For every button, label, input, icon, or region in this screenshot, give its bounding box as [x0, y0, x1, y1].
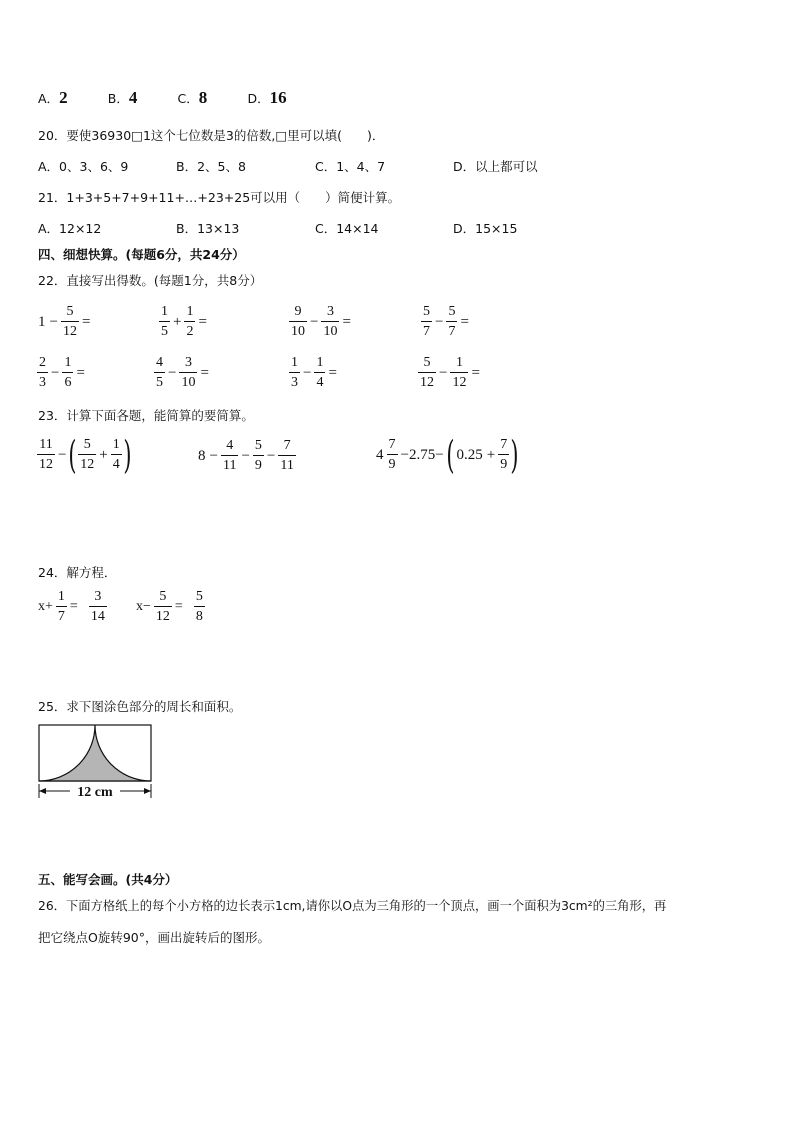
- section5-title: 五、能写会画。(共4分）: [38, 872, 178, 887]
- q23-e2-op2: −: [241, 447, 250, 464]
- q22-item-4: [420, 305, 471, 339]
- q20-option-d: D．以上都可以: [453, 159, 538, 174]
- q23-e3-n2: 7: [498, 438, 509, 455]
- q22-item-8-b-den: 12: [452, 375, 467, 390]
- q22-item-7-a-num: 1: [289, 356, 300, 373]
- q22-item-2-eq: =: [198, 313, 207, 330]
- q21-option-b: B．13×13: [176, 221, 240, 236]
- q23-e3-d2: 9: [500, 457, 508, 472]
- q22-item-1: [36, 305, 92, 339]
- q19-options: [38, 88, 287, 108]
- q22-item-4-frac-b: [446, 305, 457, 339]
- q24-eq1-n1: 1: [56, 590, 67, 607]
- q22-item-7-b-num: 1: [314, 356, 325, 373]
- q22-item-2-a-den: 5: [161, 324, 168, 339]
- q25-stem: 25．求下图涂色部分的周长和面积。: [38, 699, 242, 714]
- q23-e1-d3: 4: [112, 457, 120, 472]
- q23-e3-n1: 7: [387, 438, 398, 455]
- q23-e2-op1: −: [209, 447, 218, 464]
- q23-e3-frac-2: [498, 438, 509, 472]
- q24-equation-1: [36, 590, 108, 624]
- q22-item-3-a-num: 9: [289, 305, 307, 322]
- q20-stem: 20．要使36930□1这个七位数是3的倍数,□里可以填( )．: [38, 128, 385, 143]
- q22-item-1-a: 1: [38, 313, 46, 330]
- q24-eq1-var: x+: [38, 599, 53, 614]
- q22-item-2-op: +: [173, 313, 182, 330]
- q24-eq1-d2: 14: [90, 609, 105, 624]
- q22-item-7-eq: =: [328, 364, 337, 381]
- q23-e2-n3: 7: [278, 439, 295, 456]
- q22-item-6-b-den: 10: [181, 375, 196, 390]
- q23-e1-frac-1: [37, 438, 55, 472]
- q23-e2-d2: 9: [254, 458, 262, 473]
- q22-item-7-frac-a: [289, 356, 300, 390]
- q22-item-7-b-den: 4: [316, 375, 324, 390]
- q20-option-a: A．0、3、6、9: [38, 159, 129, 174]
- q23-e2-op3: −: [266, 447, 276, 464]
- q22-item-3-a-den: 10: [291, 324, 305, 339]
- q23-e2-d1: 11: [222, 458, 237, 473]
- q24-equation-2: [134, 590, 206, 624]
- q22-item-7-a-den: 3: [291, 375, 298, 390]
- q23-e3-right-paren: ): [510, 433, 519, 477]
- q21-option-d: D．15×15: [453, 221, 518, 236]
- q23-e1-frac-2: [78, 438, 96, 472]
- q23-e2-a: 8: [198, 447, 206, 464]
- section4-title: 四、细想快算。(每题6分，共24分）: [38, 247, 245, 262]
- q22-item-1-den: 12: [62, 324, 77, 339]
- q19-option-a-value: 2: [59, 88, 68, 107]
- q22-item-7-op: −: [303, 364, 312, 381]
- q22-item-8-op: −: [439, 364, 448, 381]
- q24-eq1-d1: 7: [57, 609, 65, 624]
- q22-item-6: [153, 356, 211, 390]
- q23-e2-frac-3: [278, 439, 295, 473]
- q22-item-3: [288, 305, 353, 339]
- q25-arrow-right-icon: [144, 788, 151, 794]
- q23-e1-d1: 12: [39, 457, 53, 472]
- q22-item-1-frac: [61, 305, 79, 339]
- q24-eq2-var: x−: [136, 599, 151, 614]
- q22-item-7-frac-b: [314, 356, 325, 390]
- q22-item-7: [288, 356, 339, 390]
- q20-option-c: C．1、4、7: [315, 159, 386, 174]
- q24-eq2-d2: 8: [195, 609, 203, 624]
- q24-stem: 24．解方程．: [38, 565, 117, 580]
- q23-e1-n1: 11: [37, 438, 55, 455]
- q22-item-4-a-num: 5: [421, 305, 432, 322]
- q23-e2-frac-2: [253, 439, 264, 473]
- q21-option-a: A．12×12: [38, 221, 102, 236]
- q22-item-5-a-den: 3: [39, 375, 46, 390]
- q24-eq2-frac-1: [154, 590, 172, 624]
- q25-shaded-region: [39, 725, 151, 781]
- q22-item-4-b-num: 5: [446, 305, 457, 322]
- q19-option-c-value: 8: [198, 88, 208, 107]
- q25-arrow-left-icon: [39, 788, 46, 794]
- q23-e2-n1: 4: [221, 439, 238, 456]
- q22-stem: 22．直接写出得数。(每题1分，共8分）: [38, 273, 263, 288]
- q23-e2-d3: 11: [280, 458, 294, 473]
- q25-figure: [36, 722, 156, 802]
- q24-eq2-frac-2: [194, 590, 205, 624]
- q23-e1-right-paren: ): [123, 433, 132, 477]
- q26-line-1: 26．下面方格纸上的每个小方格的边长表示1cm,请你以O点为三角形的一个顶点，画一个面积为3cm²的三角形，再: [38, 899, 667, 913]
- q22-item-8: [417, 356, 482, 390]
- q22-item-4-op: −: [435, 313, 444, 330]
- q22-item-3-b-num: 3: [321, 305, 339, 322]
- q23-e3-whole: 4: [376, 446, 384, 463]
- q26-line-2: 把它绕点O旋转90°，画出旋转后的图形。: [38, 930, 270, 945]
- q22-item-1-eq: =: [81, 313, 91, 330]
- q22-item-4-a-den: 7: [423, 324, 430, 339]
- q22-item-2-a-num: 1: [159, 305, 170, 322]
- q19-option-d-value: 16: [269, 88, 287, 107]
- q19-option-a-label: A．: [38, 91, 60, 106]
- q22-item-4-frac-a: [421, 305, 432, 339]
- q23-e2-frac-1: [221, 439, 238, 473]
- q19-option-b-label: B．: [107, 91, 129, 106]
- q23-e1-d2: 12: [80, 457, 95, 472]
- q22-item-3-frac-b: [321, 305, 339, 339]
- q22-item-3-eq: =: [342, 313, 351, 330]
- q22-item-2-frac-a: [159, 305, 170, 339]
- q22-item-5-b-den: 6: [64, 375, 72, 390]
- q23-e3-mid: −2.75−: [400, 446, 444, 463]
- q23-stem: 23．计算下面各题，能简算的要简算。: [38, 408, 254, 423]
- q21-stem: 21．1+3+5+7+9+11+…+23+25可以用（ ）简便计算。: [38, 190, 401, 205]
- q22-item-5-op: −: [51, 364, 60, 381]
- q22-item-1-num: 5: [61, 305, 79, 322]
- q22-item-8-b-num: 1: [450, 356, 468, 373]
- q22-item-2: [158, 305, 209, 339]
- q22-item-4-b-den: 7: [448, 324, 456, 339]
- q24-eq1-n2: 3: [89, 590, 107, 607]
- q22-item-5-frac-b: [62, 356, 73, 390]
- q23-e1-op1: −: [58, 446, 67, 463]
- q22-item-3-op: −: [310, 313, 319, 330]
- q23-e3-dec: 0.25: [456, 446, 483, 463]
- q24-eq1-frac-2: [89, 590, 107, 624]
- q23-e3-left-paren: (: [446, 433, 455, 477]
- q22-item-8-a-num: 5: [418, 356, 436, 373]
- q24-eq2-d1: 12: [155, 609, 170, 624]
- q22-item-8-eq: =: [471, 364, 480, 381]
- q23-e3-d1: 9: [388, 457, 396, 472]
- q22-item-6-op: −: [168, 364, 177, 381]
- q22-item-2-b-num: 1: [184, 305, 195, 322]
- q22-item-6-b-num: 3: [179, 356, 197, 373]
- q23-expression-3: [374, 433, 519, 477]
- q22-item-5-frac-a: [37, 356, 48, 390]
- q22-item-3-frac-a: [289, 305, 307, 339]
- q22-item-8-frac-a: [418, 356, 436, 390]
- q22-item-5-a-num: 2: [37, 356, 48, 373]
- q25-dimension-label: 12 cm: [77, 785, 113, 800]
- q24-eq2-eq: =: [174, 599, 183, 614]
- q23-expression-1: [36, 433, 132, 477]
- q23-e3-frac-1: [387, 438, 398, 472]
- q24-eq1-eq: =: [69, 599, 78, 614]
- q22-item-8-a-den: 12: [420, 375, 434, 390]
- q23-e2-n2: 5: [253, 439, 264, 456]
- q23-e1-op2: +: [99, 446, 108, 463]
- q22-item-3-b-den: 10: [323, 324, 338, 339]
- q23-e1-n2: 5: [78, 438, 96, 455]
- q22-item-6-frac-b: [179, 356, 197, 390]
- q22-item-6-a-num: 4: [154, 356, 165, 373]
- q24-eq2-n2: 5: [194, 590, 205, 607]
- q23-e1-n3: 1: [111, 438, 122, 455]
- q22-item-6-eq: =: [200, 364, 209, 381]
- q24-eq2-n1: 5: [154, 590, 172, 607]
- q21-option-c: C．14×14: [315, 221, 379, 236]
- q19-option-b-value: 4: [128, 88, 138, 107]
- q20-option-b: B．2、5、8: [176, 159, 246, 174]
- q19-option-c-label: C．: [177, 91, 199, 106]
- q22-item-6-a-den: 5: [156, 375, 163, 390]
- q22-item-5-eq: =: [76, 364, 85, 381]
- q22-item-2-frac-b: [184, 305, 195, 339]
- q23-e1-left-paren: (: [68, 433, 77, 477]
- q23-expression-2: [196, 439, 297, 473]
- q24-eq1-frac-1: [56, 590, 67, 624]
- q23-e1-frac-3: [111, 438, 122, 472]
- q22-item-1-op: −: [49, 313, 58, 330]
- q22-item-4-eq: =: [460, 313, 469, 330]
- q22-item-5-b-num: 1: [62, 356, 73, 373]
- q23-e3-op: +: [486, 446, 496, 463]
- q22-item-8-frac-b: [450, 356, 468, 390]
- q19-option-d-label: D．: [247, 91, 270, 106]
- q22-item-6-frac-a: [154, 356, 165, 390]
- q22-item-2-b-den: 2: [186, 324, 194, 339]
- q22-item-5: [36, 356, 87, 390]
